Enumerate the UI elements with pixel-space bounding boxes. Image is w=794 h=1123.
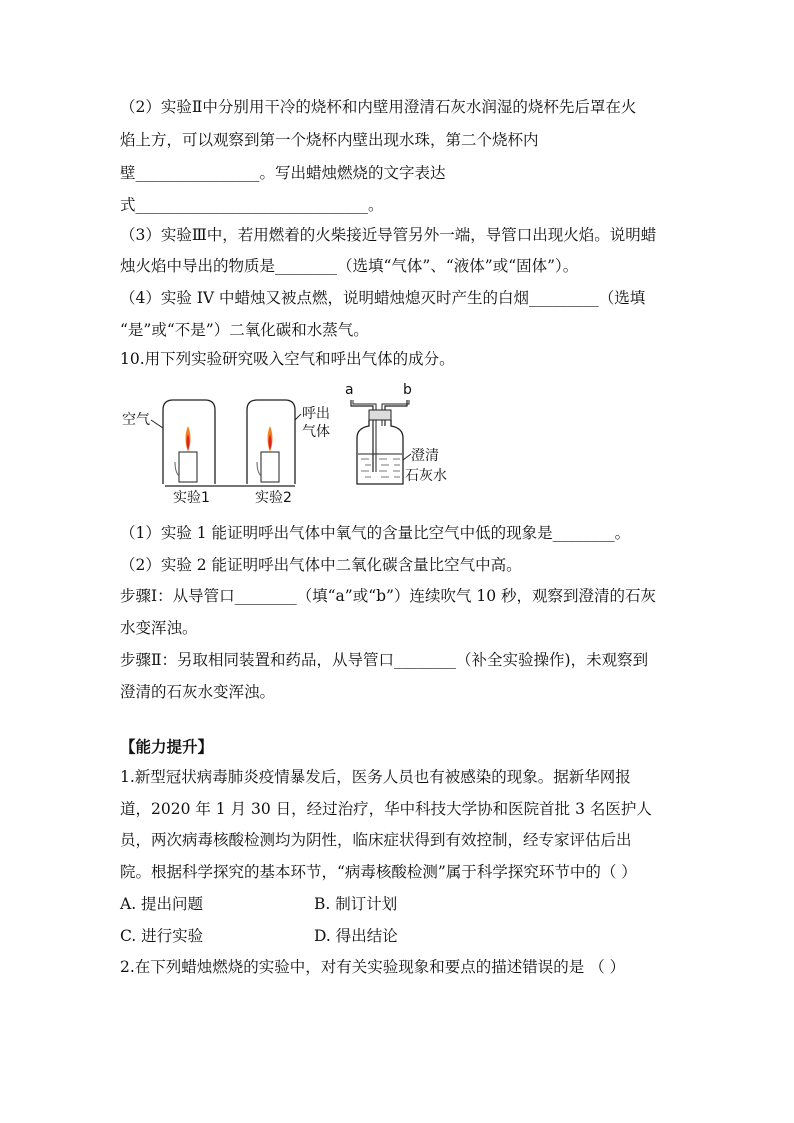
section-title: 【能力提升】 — [120, 737, 214, 756]
exhaled-label-2: 气体 — [302, 424, 330, 440]
q1-option-d: D. 得出结论 — [314, 927, 398, 945]
q10-title: 10.用下列实验研究吸入空气和呼出气体的成分。 — [120, 350, 455, 368]
q9-line-2: 焰上方，可以观察到第一个烧杯内壁出现水珠，第二个烧杯内 — [120, 131, 539, 149]
q10-line-1: （1）实验 1 能证明呼出气体中氧气的含量比空气中低的现象是________。 — [120, 524, 631, 542]
bottle-2 — [247, 400, 295, 484]
exp1-label: 实验1 — [173, 490, 210, 506]
experiment-diagram — [115, 380, 475, 510]
q9-line-4: 式______________________________。 — [120, 196, 384, 214]
q1-line-3: 员，两次病毒核酸检测均为阴性，临床症状得到有效控制，经专家评估后出 — [120, 831, 632, 849]
q9-line-1: （2）实验Ⅱ中分别用干冷的烧杯和内壁用澄清石灰水润湿的烧杯先后罩在火 — [120, 98, 637, 116]
q2-line-1: 2.在下列蜡烛燃烧的实验中，对有关实验现象和要点的描述错误的是 （ ） — [120, 958, 626, 976]
q10-line-4: 水变浑浊。 — [120, 619, 198, 637]
limewater-label-1: 澄清 — [411, 448, 439, 464]
air-label: 空气 — [122, 412, 150, 428]
q1-line-1: 1.新型冠状病毒肺炎疫情暴发后，医务人员也有被感染的现象。据新华网报 — [120, 768, 631, 786]
q10-line-3: 步骤Ⅰ：从导管口________（填“a”或“b”）连续吹气 10 秒，观察到澄清的石灰 — [120, 587, 657, 605]
exhaled-pointer — [295, 414, 301, 420]
q1-line-2: 道，2020 年 1 月 30 日，经过治疗，华中科技大学协和医院首批 3 名医护人 — [120, 800, 652, 818]
q10-line-5: 步骤Ⅱ：另取相同装置和药品，从导管口________（补全实验操作)，未观察到 — [120, 651, 649, 669]
q10-line-6: 澄清的石灰水变浑浊。 — [120, 683, 276, 701]
bottle-1 — [163, 400, 215, 484]
tube-b-label: b — [403, 382, 412, 398]
q1-option-a: A. 提出问题 — [120, 895, 204, 913]
q9-line-6: 烛火焰中导出的物质是________（选填“气体”、“液体”或“固体”）。 — [120, 257, 579, 275]
limewater-label-2: 石灰水 — [405, 468, 447, 484]
q10-line-2: （2）实验 2 能证明呼出气体中二氧化碳含量比空气中高。 — [120, 556, 522, 574]
tube-a-label: a — [345, 382, 354, 398]
exp2-label: 实验2 — [255, 490, 292, 506]
q1-option-c: C. 进行实验 — [120, 927, 204, 945]
wash-bottle — [345, 382, 447, 484]
q9-line-8: “是”或“不是”）二氧化碳和水蒸气。 — [120, 321, 369, 339]
q9-line-3: 壁________________。写出蜡烛燃烧的文字表达 — [120, 164, 446, 182]
q1-option-b: B. 制订计划 — [314, 895, 398, 913]
q9-line-7: （4）实验 IV 中蜡烛又被点燃，说明蜡烛熄灭时产生的白烟_________（选填 — [120, 289, 646, 307]
q1-line-4: 院。根据科学探究的基本环节，“病毒核酸检测”属于科学探究环节中的（ ） — [120, 863, 637, 881]
air-pointer — [151, 420, 163, 428]
q9-line-5: （3）实验Ⅲ中，若用燃着的火柴接近导管另外一端，导管口出现火焰。说明蜡 — [120, 226, 657, 244]
exhaled-label-1: 呼出 — [302, 406, 330, 422]
